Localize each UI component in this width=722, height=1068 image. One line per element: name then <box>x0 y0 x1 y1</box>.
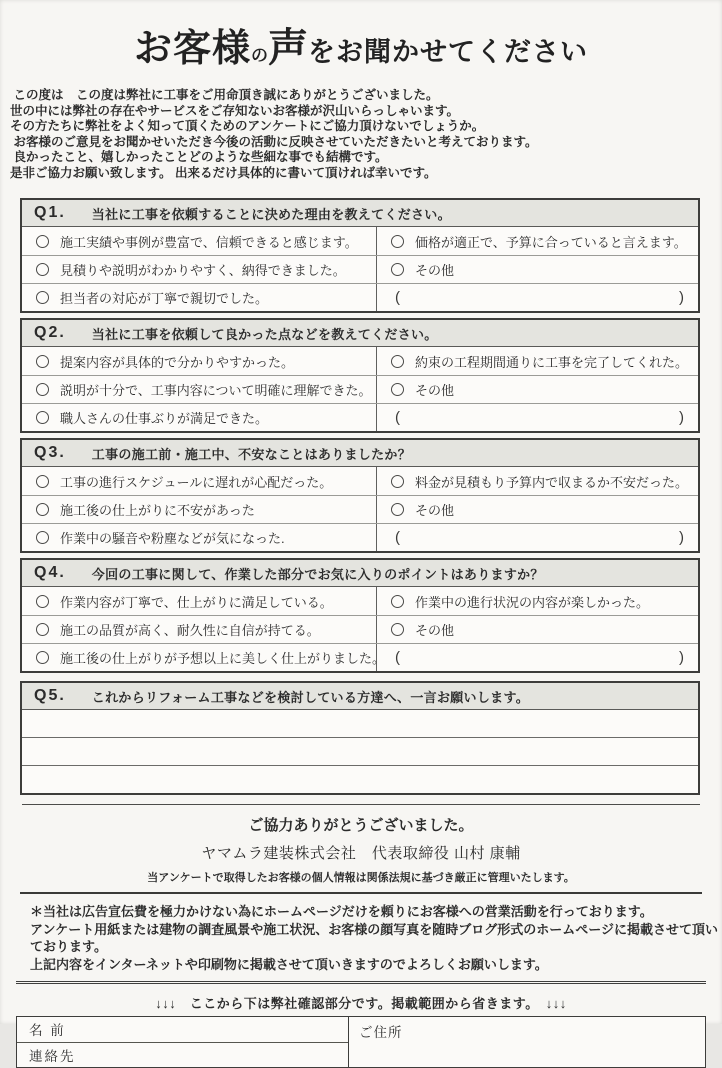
intro-line: 良かったこと、嬉しかったことどのような些細な事でも結構です。 <box>10 150 388 164</box>
question-header-q5 <box>22 683 698 710</box>
thanks-message: ご協力ありがとうございました。 <box>248 817 474 834</box>
option-row <box>22 523 698 551</box>
question-box-q3 <box>20 438 700 553</box>
divider <box>20 892 702 894</box>
option-q2-left-3[interactable] <box>22 404 377 431</box>
option-row <box>22 283 698 311</box>
option-q3-right-1[interactable] <box>377 467 698 495</box>
option-q1-left-3[interactable] <box>22 284 377 311</box>
office-confirmation-table <box>16 1016 706 1068</box>
option-q4-left-2[interactable] <box>22 616 377 643</box>
intro-line: その方たちに弊社をよく知って頂くためのアンケートにご協力頂けないでしょうか。 <box>10 119 485 133</box>
question-text: これからリフォーム工事などを検討している方達へ、一言お願いします。 <box>91 689 530 705</box>
name-field-row[interactable] <box>17 1017 348 1042</box>
option-q2-left-2[interactable] <box>22 376 377 403</box>
radio-circle-icon[interactable] <box>36 503 49 516</box>
radio-circle-icon[interactable] <box>391 475 404 488</box>
intro-paragraph <box>10 88 722 181</box>
contact-table-left-column <box>17 1017 349 1067</box>
option-row <box>22 615 698 643</box>
option-label: 作業中の進行状況の内容が楽しかった。 <box>415 594 650 610</box>
other-write-in-area[interactable] <box>377 644 698 671</box>
question-text: 今回の工事に関して、作業した部分でお気に入りのポイントはありますか？ <box>91 566 544 582</box>
option-q2-right-1[interactable] <box>377 347 698 375</box>
writing-line[interactable] <box>22 710 698 738</box>
divider <box>22 804 700 805</box>
option-q3-right-2[interactable] <box>377 496 698 523</box>
option-q2-right-2[interactable] <box>377 376 698 403</box>
option-label: 施工後の仕上がりに不安があった <box>60 503 255 518</box>
radio-circle-icon[interactable] <box>36 355 49 368</box>
question-number: Q1. <box>34 204 66 221</box>
option-label: その他 <box>415 623 455 638</box>
radio-circle-icon[interactable] <box>36 623 49 636</box>
option-label: 見積りや説明がわかりやすく、納得できました。 <box>60 263 346 278</box>
question-number: Q4. <box>34 564 66 581</box>
radio-circle-icon[interactable] <box>391 383 404 396</box>
option-q1-right-1[interactable] <box>377 227 698 255</box>
company-signature: ヤマムラ建装株式会社 代表取締役 山村 康輔 <box>201 845 521 862</box>
writing-line[interactable] <box>22 766 698 793</box>
paren-open: ( <box>395 289 400 306</box>
option-row <box>22 495 698 523</box>
option-row <box>22 375 698 403</box>
question-header-q4 <box>22 560 698 587</box>
other-write-in-area[interactable] <box>377 284 698 311</box>
paren-close: ) <box>679 649 684 666</box>
question-header-q3 <box>22 440 698 467</box>
option-label: 提案内容が具体的で分かりやすかった。 <box>60 354 295 370</box>
option-row <box>22 467 698 495</box>
title-part-okyakusama: お客様 <box>133 28 251 70</box>
option-label: 職人さんの仕事ぶりが満足できた。 <box>60 411 269 426</box>
option-label: 作業中の騒音や粉塵などが気になった. <box>60 531 285 546</box>
paren-open: ( <box>395 649 400 666</box>
option-row <box>22 403 698 431</box>
option-q1-right-2[interactable] <box>377 256 698 283</box>
option-q4-left-1[interactable] <box>22 587 377 615</box>
option-q4-left-3[interactable] <box>22 644 386 671</box>
question-number: Q2. <box>34 324 66 341</box>
title-part-koe: 声 <box>268 26 308 70</box>
option-label: 説明が十分で、工事内容について明確に理解できた。 <box>60 383 372 398</box>
option-q1-left-1[interactable] <box>22 227 377 255</box>
option-row <box>22 643 698 671</box>
question-number: Q3. <box>34 444 66 461</box>
option-label: その他 <box>415 383 455 398</box>
option-label: 作業内容が丁寧で、仕上がりに満足している。 <box>60 594 333 610</box>
question-text: 工事の施工前・施工中、不安なことはありましたか？ <box>91 446 411 462</box>
note-line: 上記内容をインターネットや印刷物に掲載させて頂いきますのでよろしくお願いします。 <box>30 956 548 972</box>
radio-circle-icon[interactable] <box>36 475 49 488</box>
address-field-cell[interactable] <box>349 1017 705 1067</box>
option-q2-left-1[interactable] <box>22 347 377 375</box>
intro-line: 是非ご協力お願い致します。 出来るだけ具体的に書いて頂ければ幸いです。 <box>10 165 437 180</box>
option-row <box>22 227 698 255</box>
question-box-q5 <box>20 681 700 795</box>
option-label: 料金が見積もり予算内で収まるか不安だった。 <box>415 474 689 490</box>
question-box-q1 <box>20 198 700 313</box>
radio-circle-icon[interactable] <box>391 595 404 608</box>
option-label: 価格が適正で、予算に合っていると言えます。 <box>415 234 687 250</box>
note-line: ＊当社は広告宣伝費を極力かけない為にホームページだけを頼りにお客様への営業活動を行っております。 <box>30 904 653 919</box>
option-label: 施工後の仕上がりが予想以上に美しく仕上がりました。 <box>60 651 386 666</box>
paren-close: ) <box>679 529 684 546</box>
radio-circle-icon[interactable] <box>391 503 404 516</box>
option-label: その他 <box>415 503 455 518</box>
radio-circle-icon[interactable] <box>36 595 49 608</box>
writing-line[interactable] <box>22 738 698 766</box>
option-label: 施工実績や事例が豊富で、信頼できると感じます。 <box>60 234 358 250</box>
question-box-q2 <box>20 318 700 433</box>
question-box-q4 <box>20 558 700 673</box>
title-part-no: の <box>251 46 268 65</box>
question-header-q2 <box>22 320 698 347</box>
paren-open: ( <box>395 409 400 426</box>
option-q3-left-1[interactable] <box>22 467 377 495</box>
paren-close: ) <box>679 289 684 306</box>
note-line: アンケート用紙または建物の調査風景や施工状況、お客様の顔写真を随時ブログ形式のホームページに掲載させて頂いております。 <box>30 921 718 954</box>
privacy-note: 当アンケートで取得したお客様の個人情報は関係法規に基づき厳正に管理いたします。 <box>147 872 575 884</box>
other-write-in-area[interactable] <box>377 404 698 431</box>
marketing-notes <box>30 903 722 973</box>
intro-line: この度は この度は弊社に工事をご用命頂き誠にありがとうございました。 <box>10 88 439 102</box>
option-label: 約束の工程期間通りに工事を完了してくれた。 <box>415 354 689 370</box>
radio-circle-icon[interactable] <box>391 355 404 368</box>
address-label: ご住所 <box>359 1025 403 1040</box>
radio-circle-icon[interactable] <box>36 291 49 304</box>
title-part-rest: をお聞かせてください <box>308 37 588 67</box>
other-write-in-area[interactable] <box>377 524 698 551</box>
paren-open: ( <box>395 529 400 546</box>
contact-field-row[interactable] <box>17 1042 348 1068</box>
radio-circle-icon[interactable] <box>36 263 49 276</box>
option-label: その他 <box>415 263 455 278</box>
radio-circle-icon[interactable] <box>36 383 49 396</box>
option-q3-left-3[interactable] <box>22 524 377 551</box>
office-confirmation-note: ↓↓↓ ここから下は弊社確認部分です。掲載範囲から省きます。 ↓↓↓ <box>155 996 567 1011</box>
question-text: 当社に工事を依頼して良かった点などを教えてください。 <box>91 326 438 342</box>
option-q4-right-2[interactable] <box>377 616 698 643</box>
page-title <box>0 0 722 73</box>
radio-circle-icon[interactable] <box>391 235 404 248</box>
option-q4-right-1[interactable] <box>377 587 698 615</box>
option-label: 工事の進行スケジュールに遅れが心配だった。 <box>60 474 333 490</box>
intro-line: 世の中には弊社の存在やサービスをご存知ないお客様が沢山いらっしゃいます。 <box>10 103 460 118</box>
radio-circle-icon[interactable] <box>36 411 49 424</box>
name-label: 名 前 <box>29 1023 66 1039</box>
option-row <box>22 347 698 375</box>
question-header-q1 <box>22 200 698 227</box>
question-text: 当社に工事を依頼することに決めた理由を教えてください。 <box>91 206 451 222</box>
radio-circle-icon[interactable] <box>36 531 49 544</box>
option-row <box>22 255 698 283</box>
divider <box>16 981 706 984</box>
paren-close: ) <box>679 409 684 426</box>
option-row <box>22 587 698 615</box>
intro-line: お客様のご意見をお聞かせいただき今後の活動に反映させていただきたいと考えております。 <box>10 134 538 149</box>
radio-circle-icon[interactable] <box>36 235 49 248</box>
option-label: 施工の品質が高く、耐久性に自信が持てる。 <box>60 623 320 638</box>
free-response-area[interactable] <box>22 710 698 793</box>
option-label: 担当者の対応が丁寧で親切でした。 <box>60 291 269 306</box>
radio-circle-icon[interactable] <box>36 651 49 664</box>
radio-circle-icon[interactable] <box>391 263 404 276</box>
contact-label: 連絡先 <box>29 1048 76 1064</box>
option-q1-left-2[interactable] <box>22 256 377 283</box>
question-number: Q5. <box>34 687 66 704</box>
radio-circle-icon[interactable] <box>391 623 404 636</box>
option-q3-left-2[interactable] <box>22 496 377 523</box>
